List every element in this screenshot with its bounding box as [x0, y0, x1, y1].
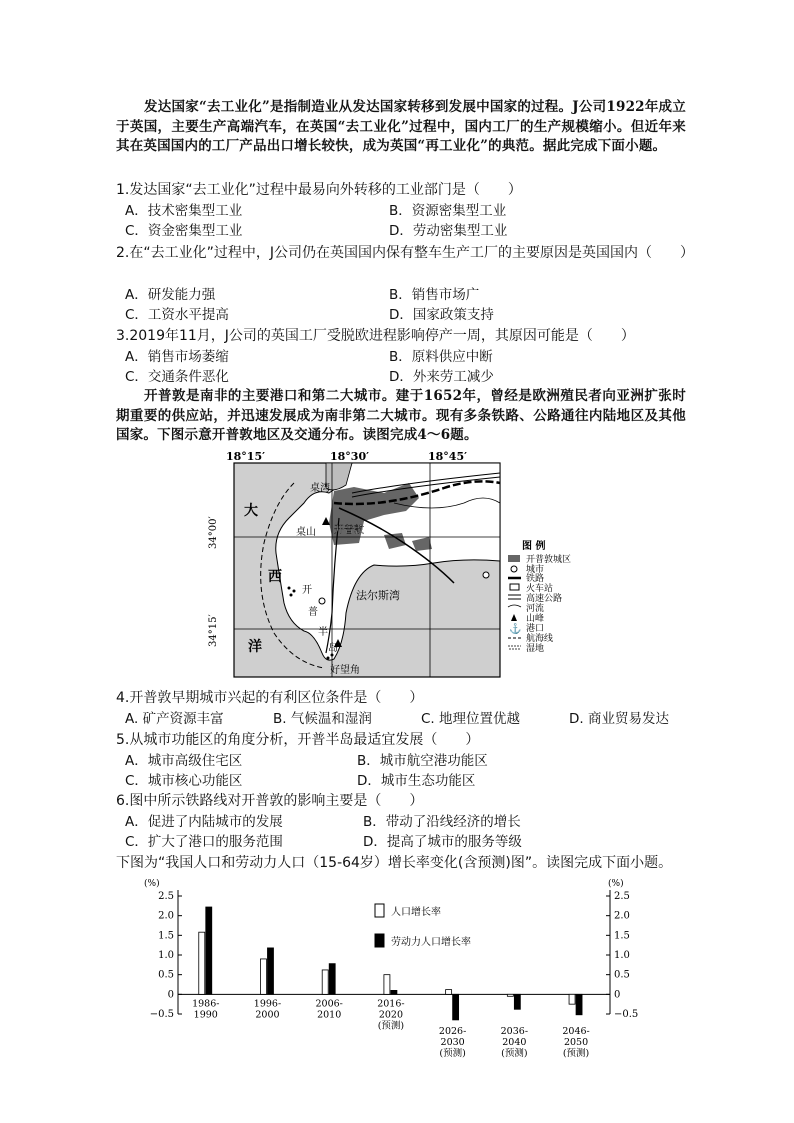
option-a[interactable]: A．促进了内陆城市的发展	[125, 814, 283, 830]
bar-0	[507, 994, 513, 996]
bar-0	[384, 975, 390, 995]
bar-0	[199, 932, 205, 994]
y-tick-label-right: 0.5	[614, 969, 630, 981]
legend-swatch-population	[375, 904, 384, 917]
legend-label: 港口	[526, 624, 545, 634]
option-c[interactable]: C．工资水平提高	[125, 307, 229, 323]
x-tick-label: 2016-	[377, 998, 405, 1010]
option-b[interactable]: B. 气候温和湿润	[273, 711, 372, 727]
bar-1	[576, 994, 582, 1014]
label-peninsula: 半	[318, 627, 328, 638]
bar-0	[322, 970, 328, 994]
x-tick-label: (预测)	[439, 1047, 466, 1059]
lon-label: 18°15′	[226, 450, 266, 463]
dot	[290, 594, 293, 597]
legend-label-population: 人口增长率	[391, 907, 441, 918]
legend-river	[508, 605, 521, 607]
y-tick-label-left: 0.5	[158, 969, 174, 981]
question-5-stem: 5.从城市功能区的角度分析，开普半岛最适宜发展（ ）	[116, 732, 480, 748]
label-table-bay: 桌湾	[310, 483, 330, 494]
legend-label: 火车站	[526, 584, 554, 594]
question-4-stem: 4.开普敦早期城市兴起的有利区位条件是（ ）	[116, 690, 424, 706]
option-a[interactable]: A．技术密集型工业	[125, 203, 243, 219]
bar-1	[329, 964, 335, 995]
legend-label: 城市	[526, 565, 545, 575]
y-tick-label-left: 0	[167, 989, 174, 1001]
y-tick-label-left: 1.5	[158, 930, 174, 942]
legend-label: 山峰	[526, 614, 545, 624]
passage-deindustrialization	[116, 98, 686, 157]
option-d[interactable]: D．劳动密集型工业	[389, 223, 508, 239]
x-tick-label: 1986-	[192, 998, 220, 1010]
option-c[interactable]: C．交通条件恶化	[125, 369, 229, 385]
option-d[interactable]: D．国家政策支持	[389, 307, 494, 323]
legend-label-labor: 劳动力人口增长率	[391, 937, 471, 948]
option-c[interactable]: C. 地理位置优越	[421, 711, 521, 727]
option-a[interactable]: A．研发能力强	[125, 287, 216, 303]
y-tick-label-right: −0.5	[614, 1009, 639, 1020]
passage-cape-town	[116, 387, 686, 446]
x-tick-label: 2050	[563, 1036, 589, 1048]
option-a[interactable]: A．销售市场萎缩	[125, 349, 229, 365]
y-tick-label-right: 1.5	[614, 930, 630, 942]
lat-label: 34°00′	[208, 516, 219, 549]
bar-1	[267, 948, 273, 994]
bar-1	[514, 994, 520, 1009]
y-tick-label-right: 2.0	[614, 910, 630, 922]
map-legend	[508, 539, 571, 654]
label-peninsula: 普	[308, 607, 318, 618]
x-tick-label: 1996-	[253, 998, 282, 1010]
bar-0	[569, 994, 575, 1004]
label-cape-of-good-hope: 好望角	[330, 665, 360, 676]
legend-label: 高速公路	[526, 594, 563, 604]
question-2-stem: 2.在“去工业化”过程中，J公司仍在英国国内保有整车生产工厂的主要原因是英国国内（ ）	[116, 245, 694, 261]
x-tick-label: 2006-	[315, 998, 343, 1010]
y-tick-label-right: 1.0	[614, 950, 630, 961]
option-c[interactable]: C．资金密集型工业	[125, 223, 243, 239]
legend-title: 图 例	[522, 541, 546, 552]
x-tick-label: 2026-	[438, 1025, 467, 1037]
label-cape-town: 开普敦	[334, 525, 364, 536]
option-b[interactable]: B．资源密集型工业	[389, 203, 507, 219]
dot	[288, 587, 291, 590]
x-tick-label: 2046-	[562, 1025, 590, 1037]
label-peninsula: 岛	[328, 643, 338, 654]
option-b[interactable]: B．城市航空港功能区	[357, 753, 488, 769]
y-tick-label-left: 2.5	[158, 891, 174, 902]
lat-label: 34°15′	[208, 614, 219, 647]
y-unit-right: (%)	[608, 879, 624, 889]
legend-urban-swatch	[508, 555, 520, 562]
legend-peak-icon	[511, 614, 517, 621]
legend-label: 铁路	[526, 574, 545, 584]
option-b[interactable]: B．销售市场广	[389, 287, 480, 303]
y-tick-label-right: 2.5	[614, 891, 630, 902]
x-tick-label: 2000	[255, 1009, 280, 1021]
lon-label: 18°30′	[330, 450, 370, 463]
legend-swatch-labor	[375, 934, 384, 947]
option-b[interactable]: B．带动了沿线经济的增长	[363, 814, 521, 830]
label-peninsula: 开	[302, 585, 312, 596]
lon-label: 18°45′	[428, 450, 468, 463]
x-tick-label: 2040	[502, 1036, 527, 1048]
y-tick-label-left: −0.5	[149, 1009, 174, 1020]
x-tick-label: 1990	[193, 1009, 218, 1021]
ocean-char: 西	[268, 569, 282, 585]
option-a[interactable]: A. 矿产资源丰富	[125, 711, 224, 727]
legend-station-icon	[510, 584, 519, 590]
option-c[interactable]: C．扩大了港口的服务范围	[125, 834, 283, 850]
y-tick-label-left: 2.0	[158, 910, 174, 922]
dot	[293, 590, 296, 593]
bar-0	[446, 990, 452, 995]
ocean-char: 洋	[248, 639, 262, 655]
label-table-mountain: 桌山	[296, 527, 316, 538]
option-a[interactable]: A．城市高级住宅区	[125, 753, 243, 769]
option-b[interactable]: B．原料供应中断	[389, 349, 493, 365]
x-tick-label: (预测)	[501, 1047, 528, 1059]
legend-label: 河流	[526, 604, 545, 614]
cape-town-map	[208, 449, 642, 681]
bar-1	[391, 990, 397, 994]
x-tick-label: 2036-	[500, 1025, 529, 1037]
ocean-char: 大	[244, 503, 258, 519]
option-d[interactable]: D. 商业贸易发达	[569, 711, 669, 727]
city-icon	[319, 598, 325, 604]
bar-1	[206, 907, 212, 994]
chart-intro: 下图为“我国人口和劳动力人口（15-64岁）增长率变化(含预测)图”。读图完成下面小题。	[116, 855, 673, 871]
question-3-stem: 3.2019年11月，J公司的英国工厂受脱欧进程影响停产一周，其原因可能是（ ）	[116, 328, 635, 344]
passage-text: 发达国家“去工业化”是指制造业从发达国家转移到发展中国家的过程。J公司1922年成立于英国，主要生产高端汽车，在英国“去工业化”过程中，国内工厂的生产规模缩小。但近年来其在英国国内的工厂产品出口增长较快，成为英国“再工业化”的典范。据此完成下面小题。	[116, 99, 686, 154]
city-icon	[483, 572, 489, 578]
passage-text: 开普敦是南非的主要港口和第二大城市。建于1652年，曾经是欧洲殖民者向亚洲扩张时期重要的供应站，并迅速发展成为南非第二大城市。现有多条铁路、公路通往内陆地区及其他国家。下图示意开普敦地区及交通分布。读图完成4～6题。	[116, 388, 686, 443]
x-tick-label: 2020	[378, 1009, 404, 1021]
legend-label: 开普敦城区	[526, 555, 572, 565]
population-growth-chart	[140, 874, 660, 1064]
legend-label: 湿地	[526, 644, 545, 654]
dot	[327, 657, 330, 660]
y-tick-label-left: 1.0	[158, 950, 174, 961]
y-tick-label-right: 0	[614, 989, 621, 1001]
y-unit-left: (%)	[144, 879, 160, 889]
option-c[interactable]: C．城市核心功能区	[125, 773, 243, 789]
bar-0	[260, 959, 266, 994]
legend-label: 航海线	[526, 634, 554, 644]
x-tick-label: (预测)	[377, 1020, 405, 1032]
option-d[interactable]: D．外来劳工减少	[389, 369, 494, 385]
question-6-stem: 6.图中所示铁路线对开普敦的影响主要是（ ）	[116, 793, 424, 809]
anchor-icon: ⚓	[509, 624, 522, 635]
x-tick-label: 2030	[440, 1036, 465, 1048]
x-tick-label: 2010	[317, 1009, 342, 1021]
legend-city-icon	[511, 566, 517, 572]
x-tick-label: (预测)	[562, 1047, 590, 1059]
label-false-bay: 法尔斯湾	[356, 589, 400, 602]
option-d[interactable]: D．城市生态功能区	[357, 773, 476, 789]
option-d[interactable]: D．提高了城市的服务等级	[363, 834, 522, 850]
bar-1	[453, 994, 459, 1020]
question-1-stem: 1.发达国家“去工业化”过程中最易向外转移的工业部门是（ ）	[116, 182, 522, 198]
